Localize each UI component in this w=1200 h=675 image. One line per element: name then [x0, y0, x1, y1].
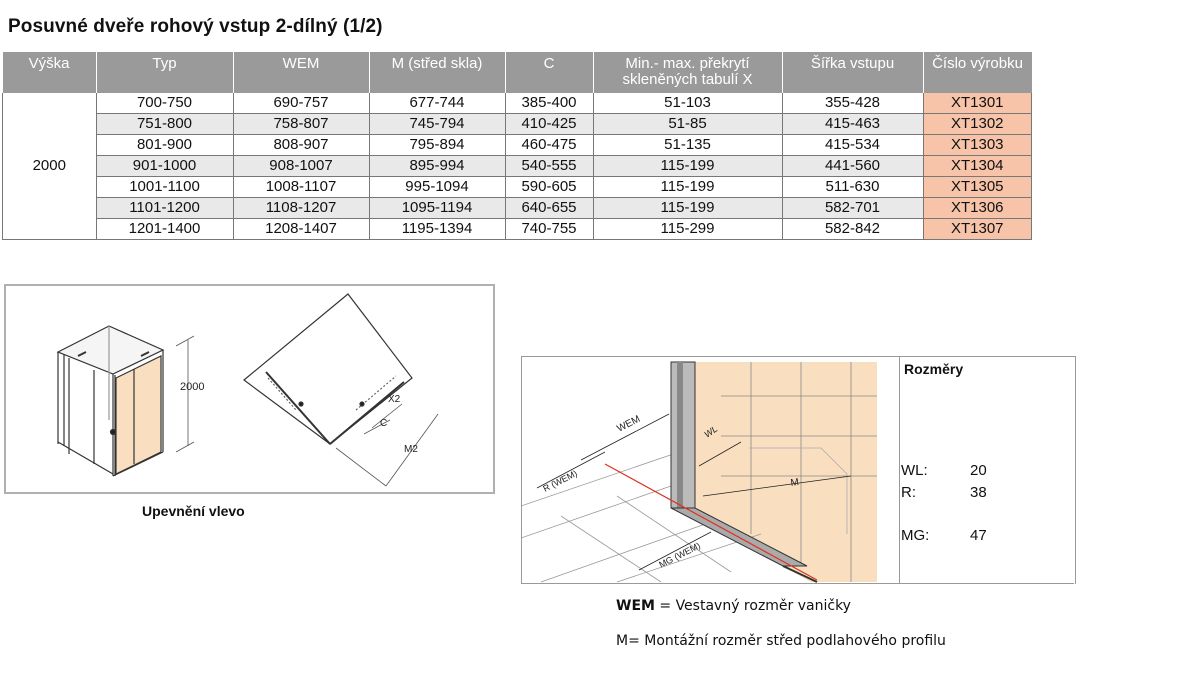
note-m: M= Montážní rozměr střed podlahového profilu [616, 633, 946, 649]
header-x: Min.- max. překrytí skleněných tabulí X [593, 52, 782, 93]
product-code-cell: XT1305 [923, 177, 1032, 198]
header-typ: Typ [96, 52, 233, 93]
cell-wem: 1108-1207 [233, 198, 369, 219]
enclosure-top-view [244, 294, 438, 486]
header-wem: WEM [233, 52, 369, 93]
cell-x: 51-103 [593, 93, 782, 114]
table-row [3, 177, 1032, 198]
m2-label: M2 [404, 444, 418, 455]
wl-label: WL [702, 423, 720, 440]
height-label: 2000 [180, 381, 205, 393]
cell-x: 51-85 [593, 114, 782, 135]
table-header-row [3, 52, 1032, 93]
wem-label: WEM [615, 413, 643, 435]
cell-m: 677-744 [369, 93, 505, 114]
cell-wem: 690-757 [233, 93, 369, 114]
c-label: C [380, 418, 388, 429]
note-wem-text: = Vestavný rozměr vaničky [654, 598, 851, 614]
dimensions-heading: Rozměry [904, 361, 964, 377]
cell-c: 410-425 [505, 114, 593, 135]
cell-sirka: 441-560 [782, 156, 923, 177]
x2-label: X2 [388, 394, 401, 405]
mounting-caption: Upevnění vlevo [142, 503, 245, 519]
product-code-cell: XT1301 [923, 93, 1032, 114]
cell-c: 590-605 [505, 177, 593, 198]
header-sirka: Šířka vstupu [782, 52, 923, 93]
product-code-cell: XT1303 [923, 135, 1032, 156]
table-row [3, 198, 1032, 219]
cell-typ: 1001-1100 [96, 177, 233, 198]
product-code-cell: XT1307 [923, 219, 1032, 240]
cell-x: 115-199 [593, 156, 782, 177]
cell-typ: 751-800 [96, 114, 233, 135]
cell-c: 740-755 [505, 219, 593, 240]
cell-wem: 1208-1407 [233, 219, 369, 240]
cell-typ: 901-1000 [96, 156, 233, 177]
cell-sirka: 415-463 [782, 114, 923, 135]
table-row [3, 135, 1032, 156]
enclosure-3d-view [58, 326, 194, 476]
cell-typ: 1101-1200 [96, 198, 233, 219]
cell-wem: 758-807 [233, 114, 369, 135]
r-wem-label: R (WEM) [541, 468, 579, 494]
table-row [3, 219, 1032, 240]
header-c: C [505, 52, 593, 93]
table-row [3, 114, 1032, 135]
cell-wem: 1008-1107 [233, 177, 369, 198]
header-m: M (střed skla) [369, 52, 505, 93]
mounting-diagram-panel [4, 284, 495, 494]
cell-m: 1195-1394 [369, 219, 505, 240]
table-row [3, 93, 1032, 114]
cell-m: 795-894 [369, 135, 505, 156]
table-row [3, 156, 1032, 177]
note-wem-term: WEM [616, 598, 655, 614]
cell-x: 115-299 [593, 219, 782, 240]
cell-c: 540-555 [505, 156, 593, 177]
cell-m: 1095-1194 [369, 198, 505, 219]
header-vyska: Výška [3, 52, 97, 93]
cell-c: 385-400 [505, 93, 593, 114]
cell-m: 995-1094 [369, 177, 505, 198]
cell-x: 115-199 [593, 198, 782, 219]
mg-wem-label: MG (WEM) [657, 540, 703, 570]
note-wem [616, 598, 851, 614]
shower-enclosure-drawing [6, 286, 493, 492]
cell-wem: 808-907 [233, 135, 369, 156]
cell-c: 640-655 [505, 198, 593, 219]
cell-typ: 801-900 [96, 135, 233, 156]
cell-sirka: 415-534 [782, 135, 923, 156]
product-code-cell: XT1302 [923, 114, 1032, 135]
cell-sirka: 511-630 [782, 177, 923, 198]
cell-sirka: 582-842 [782, 219, 923, 240]
cell-sirka: 355-428 [782, 93, 923, 114]
cell-x: 115-199 [593, 177, 782, 198]
vyska-cell: 2000 [3, 93, 97, 240]
cell-x: 51-135 [593, 135, 782, 156]
cell-typ: 700-750 [96, 93, 233, 114]
cell-m: 745-794 [369, 114, 505, 135]
tray-installation-drawing [521, 356, 899, 584]
cell-wem: 908-1007 [233, 156, 369, 177]
cell-typ: 1201-1400 [96, 219, 233, 240]
header-code: Číslo výrobku [923, 52, 1032, 93]
dimensions-box: Rozměry WL: 20 R: 38 MG: 47 [899, 356, 1076, 584]
cell-sirka: 582-701 [782, 198, 923, 219]
product-code-cell: XT1304 [923, 156, 1032, 177]
product-code-cell: XT1306 [923, 198, 1032, 219]
page-title: Posuvné dveře rohový vstup 2-dílný (1/2) [8, 16, 383, 37]
cell-m: 895-994 [369, 156, 505, 177]
m-label: M [789, 476, 800, 489]
cell-c: 460-475 [505, 135, 593, 156]
spec-table [2, 52, 1032, 240]
